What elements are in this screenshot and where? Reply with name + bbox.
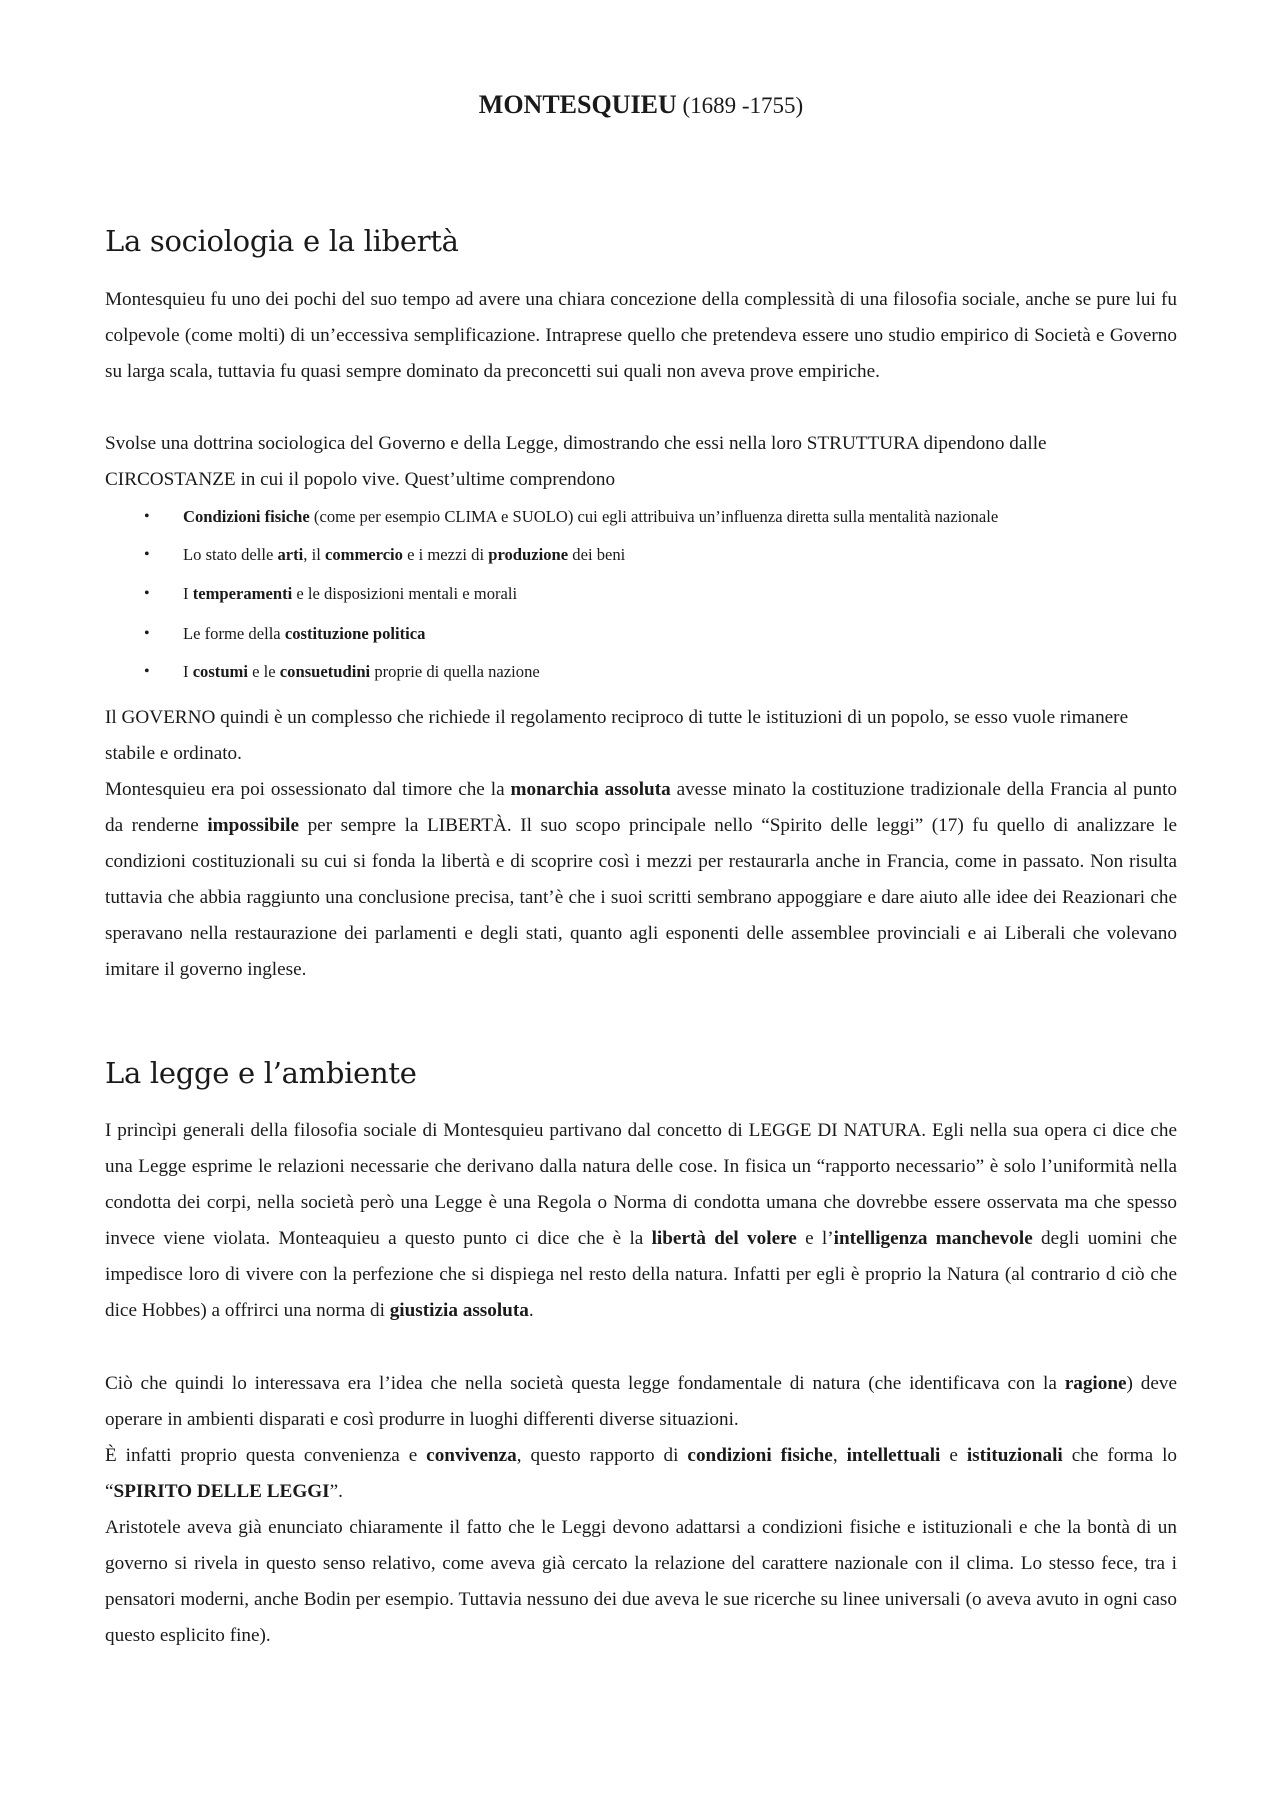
paragraph: Aristotele aveva già enunciato chiaramente il fatto che le Leggi devono adattarsi a condizioni fisiche e istituzionali e che la bontà di un governo si rivela in questo senso relativo, come aveva già cercato la relazione del carattere nazionale con il clima. Lo stesso fece, tra i pensatori moderni, anche Bodin per esempio. Tuttavia nessuno dei due aveva le sue ricerche su linee universali (o aveva avuto in ogni caso questo esplicito fine).: [105, 1517, 1177, 1646]
list-item-text: I: [183, 584, 193, 603]
paragraph: Svolse una dottrina sociologica del Governo e della Legge, dimostrando che essi nella loro STRUTTURA dipendono dalle CIRCOSTANZE in cui il popolo vive. Quest’ultime comprendono: [105, 433, 1047, 490]
bold-term: Condizioni fisiche: [183, 507, 310, 526]
paragraph: [105, 772, 1177, 988]
bold-term: impossibile: [207, 815, 300, 836]
bold-term: ragione: [1064, 1373, 1127, 1394]
list-item-text: , il: [303, 545, 325, 564]
paragraph-text: Montesquieu era poi ossessionato dal timore che la: [105, 779, 511, 800]
list-item-text: I: [183, 662, 193, 681]
list-item-text: Lo stato delle: [183, 545, 278, 564]
bold-term: intellettuali: [846, 1445, 941, 1466]
bold-term: monarchia assoluta: [510, 779, 671, 800]
bold-term: arti: [277, 545, 304, 564]
list-item-text: e i mezzi di: [402, 545, 489, 564]
paragraph-text: .: [528, 1300, 534, 1321]
list-item-text: proprie di quella nazione: [370, 662, 540, 681]
paragraph-text: e l’: [796, 1228, 834, 1249]
paragraph: [105, 1113, 1177, 1329]
paragraph-text: ) deve operare in ambienti disparati e così produrre in luoghi differenti diverse situazioni.: [105, 1373, 1177, 1430]
paragraph-text: e: [940, 1445, 967, 1466]
bullet-icon: •: [144, 508, 150, 525]
paragraph-text: ,: [832, 1445, 847, 1466]
bullet-icon: •: [144, 585, 150, 602]
bold-term: condizioni fisiche: [687, 1445, 833, 1466]
bold-term: SPIRITO DELLE LEGGI: [113, 1481, 330, 1502]
bold-term: giustizia assoluta: [389, 1300, 529, 1321]
bullet-icon: •: [144, 625, 150, 642]
paragraph: Montesquieu fu uno dei pochi del suo tempo ad avere una chiara concezione della complessità di una filosofia sociale, anche se pure lui fu colpevole (come molti) di un’eccessiva semplificazione. Intraprese quello che pretendeva essere uno studio empirico di Società e Governo su larga scala, tuttavia fu quasi sempre dominato da preconcetti sui quali non aveva prove empiriche.: [105, 289, 1177, 382]
bold-term: convivenza: [426, 1445, 517, 1466]
bold-term: intelligenza manchevole: [833, 1228, 1033, 1249]
paragraph-text: Ciò che quindi lo interessava era l’idea che nella società questa legge fondamentale di natura (che identificava con la: [105, 1373, 1065, 1394]
section-heading-sociologia: La sociologia e la libertà: [105, 224, 459, 258]
bold-term: produzione: [488, 545, 569, 564]
bold-term: istituzionali: [966, 1445, 1063, 1466]
list-item-text: Le forme della: [183, 624, 285, 643]
bold-term: temperamenti: [192, 584, 293, 603]
list-item-text: e le: [248, 662, 280, 681]
title-name: MONTESQUIEU: [478, 90, 677, 119]
section-heading-legge: La legge e l’ambiente: [105, 1056, 417, 1090]
bold-term: commercio: [324, 545, 403, 564]
paragraph-text: È infatti proprio questa convenienza e: [105, 1445, 427, 1466]
paragraph: Il GOVERNO quindi è un complesso che richiede il regolamento reciproco di tutte le istituzioni di un popolo, se esso vuole rimanere stabile e ordinato.: [105, 707, 1129, 764]
paragraph-text: degli uomini che impedisce loro di vivere con la perfezione che si dispiega nel resto della natura. Infatti per egli è proprio la Natura (al contrario d ciò che dice Hobbes) a offrirci una norma di: [105, 1228, 1177, 1321]
document-title: [105, 90, 1177, 120]
list-item-text: (come per esempio CLIMA e SUOLO) cui egli attribuiva un’influenza diretta sulla mentalità nazionale: [309, 507, 999, 526]
list-item-text: e le disposizioni mentali e morali: [292, 584, 518, 603]
bullet-icon: •: [144, 663, 150, 680]
paragraph: [105, 1438, 1177, 1510]
paragraph: [105, 1366, 1177, 1438]
paragraph-text: ”.: [329, 1481, 343, 1502]
bold-term: costituzione politica: [284, 624, 426, 643]
paragraph-text: , questo rapporto di: [516, 1445, 688, 1466]
paragraph-text: per sempre la LIBERTÀ. Il suo scopo principale nello “Spirito delle leggi” (17) fu quello di analizzare le condizioni costituzionali su cui si fonda la libertà e di scoprire così i mezzi per restaurarla anche in Francia, come in passato. Non risulta tuttavia che abbia raggiunto una conclusione precisa, tant’è che i suoi scritti sembrano appoggiare e dare aiuto alle idee dei Reazionari che speravano nella restaurazione dei parlamenti e degli stati, quanto agli esponenti delle assemblee provinciali e ai Liberali che volevano imitare il governo inglese.: [105, 815, 1177, 980]
title-dates: (1689 -1755): [676, 93, 804, 118]
bold-term: costumi: [192, 662, 248, 681]
bold-term: consuetudini: [279, 662, 371, 681]
paragraph-text: avesse minato la costituzione tradizionale della Francia al punto da renderne: [105, 779, 1177, 836]
list-item-text: dei beni: [568, 545, 626, 564]
paragraph-text: I princìpi generali della filosofia sociale di Montesquieu partivano dal concetto di LEGGE DI NATURA. Egli nella sua opera ci dice che una Legge esprime le relazioni necessarie che derivano dalla natura delle cose. In fisica un “rapporto necessario” è solo l’uniformità nella condotta dei corpi, nella società però una Legge è una Regola o Norma di condotta umana che dovrebbe essere osservata ma che spesso invece viene violata. Monteaquieu a questo punto ci dice che è la: [105, 1120, 1177, 1249]
bold-term: libertà del volere: [651, 1228, 797, 1249]
bullet-icon: •: [144, 546, 150, 563]
paragraph-text: che forma lo “: [105, 1445, 1177, 1502]
